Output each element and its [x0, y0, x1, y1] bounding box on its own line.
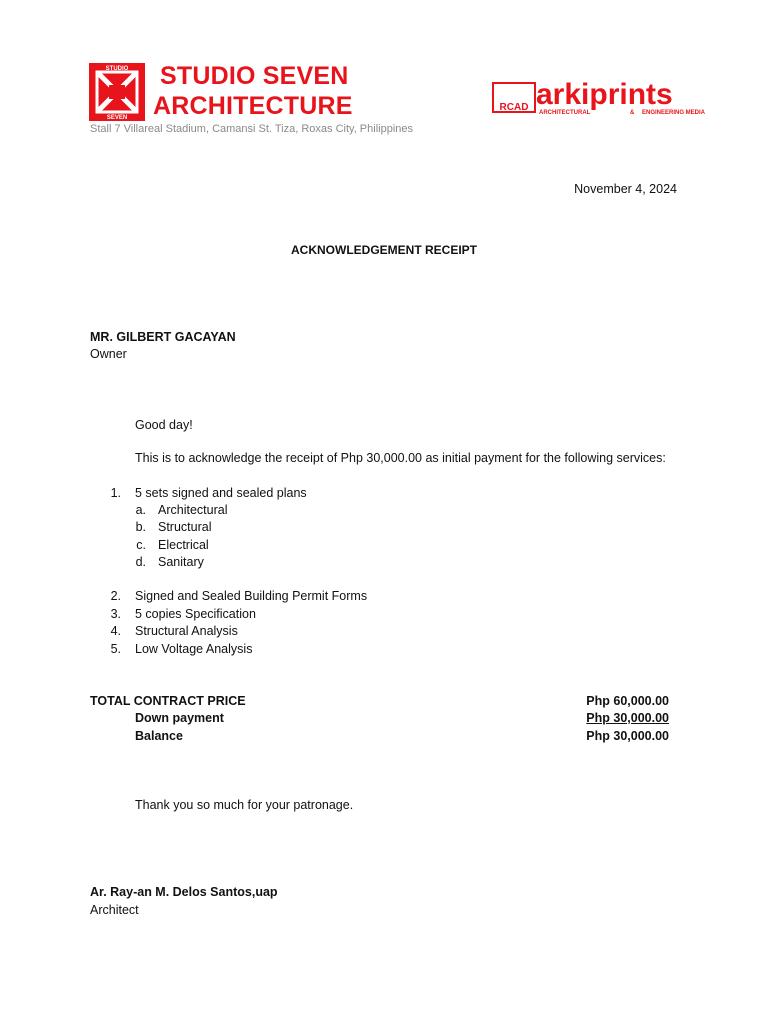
- sub-item: Structural: [158, 520, 212, 534]
- signer-role: Architect: [90, 903, 139, 917]
- list-item: Structural Analysis: [135, 624, 238, 638]
- sub-item-letter: c.: [136, 538, 146, 552]
- list-item: 5 copies Specification: [135, 607, 256, 621]
- signer-name: Ar. Ray-an M. Delos Santos,uap: [90, 885, 278, 899]
- client-role: Owner: [90, 347, 127, 361]
- list-item: Signed and Sealed Building Permit Forms: [135, 589, 368, 603]
- company-name-line2: ARCHITECTURE: [153, 92, 353, 120]
- list-item: 5 sets signed and sealed plans: [135, 486, 307, 500]
- balance-label: Balance: [135, 729, 183, 743]
- sub-item-letter: a.: [135, 503, 146, 517]
- total-contract-label: TOTAL CONTRACT PRICE: [90, 694, 246, 708]
- sub-item-letter: b.: [135, 520, 146, 534]
- document-title: ACKNOWLEDGEMENT RECEIPT: [291, 243, 477, 257]
- sub-item: Electrical: [158, 538, 209, 552]
- closing-line: Thank you so much for your patronage.: [135, 798, 354, 812]
- document-date: November 4, 2024: [574, 182, 677, 196]
- greeting: Good day!: [135, 418, 193, 432]
- arkiprints-sub1: ARCHITECTURAL: [539, 110, 591, 116]
- arkiprints-logo: [492, 78, 724, 118]
- list-item: Low Voltage Analysis: [135, 642, 253, 656]
- list-item-number: 2.: [110, 589, 121, 603]
- logo-studio-text: STUDIO: [105, 66, 129, 72]
- logo-seven-text: SEVEN: [106, 115, 128, 121]
- company-name-line1: STUDIO SEVEN: [160, 62, 349, 90]
- client-name: MR. GILBERT GACAYAN: [90, 330, 236, 344]
- sub-item: Architectural: [158, 503, 228, 517]
- arkiprints-sub2: ENGINEERING MEDIA: [642, 110, 706, 116]
- list-item-number: 5.: [110, 642, 121, 656]
- list-item-number: 3.: [110, 607, 121, 621]
- rcad-badge: RCAD: [499, 102, 529, 113]
- sub-item: Sanitary: [158, 555, 204, 569]
- arkiprints-wordmark: arkiprints: [536, 78, 673, 111]
- studio-seven-logo: [89, 63, 145, 121]
- total-contract-value: Php 60,000.00: [586, 694, 669, 708]
- intro-paragraph: This is to acknowledge the receipt of Php 30,000.00 as initial payment for the following services:: [135, 451, 666, 465]
- down-payment-label: Down payment: [135, 711, 224, 725]
- list-item-number: 1.: [110, 486, 121, 500]
- company-address: Stall 7 Villareal Stadium, Camansi St. Tiza, Roxas City, Philippines: [90, 123, 414, 135]
- sub-item-letter: d.: [135, 555, 146, 569]
- balance-value: Php 30,000.00: [586, 729, 669, 743]
- list-item-number: 4.: [110, 624, 121, 638]
- down-payment-value: Php 30,000.00: [586, 711, 669, 725]
- arkiprints-amp: &: [630, 110, 635, 116]
